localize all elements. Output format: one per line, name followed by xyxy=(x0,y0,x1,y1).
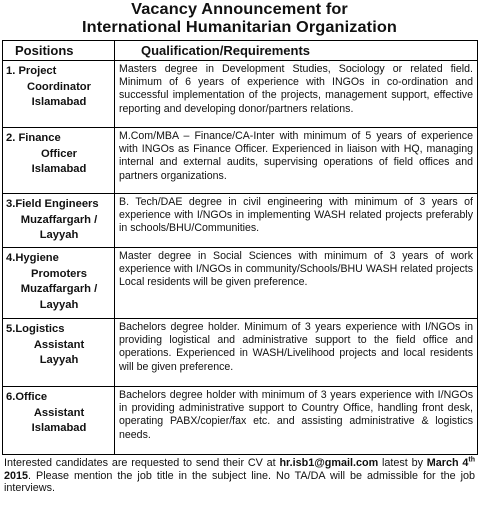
deadline-suffix: th xyxy=(468,456,475,464)
position-title: 3.Field Engineers xyxy=(6,198,99,210)
position-cell xyxy=(3,194,115,248)
position-cell xyxy=(3,248,115,319)
position-title: Officer xyxy=(40,147,78,160)
position-location: Layyah xyxy=(39,229,79,241)
position-location: Muzaffargarh / xyxy=(20,283,98,295)
announcement-title xyxy=(0,1,479,37)
position-title: Promoters xyxy=(31,267,87,280)
position-location: Muzaffargarh / xyxy=(20,213,98,226)
position-title: 1. Project xyxy=(6,65,57,77)
deadline-year: 2015 xyxy=(4,469,29,482)
table-row xyxy=(3,128,478,194)
position-location: Islamabad xyxy=(31,96,87,108)
requirements-cell: Bachelors degree holder. Minimum of 3 years experience with I/NGOs in providing logistical and administrative support to the field office and operations. Experienced in WASH/Livelihood projects and local residents will be given preference. xyxy=(115,319,478,387)
requirements-cell: B. Tech/DAE degree in civil engineering with minimum of 3 years of experience with I/NGOs in implementing WASH related projects preferably in schools/BHU/Communities. xyxy=(115,194,478,248)
requirements-cell: M.Com/MBA – Finance/CA-Inter with minimum of 5 years of experience with INGOs as Finance Officer. Experienced in liaison with HQ, managing internal and external audits, supervising operations of field offices and partners organizations. xyxy=(115,128,478,194)
instructions-text: . Please mention the job title in the subject line. No TA/DA will be admissible for the job interviews. xyxy=(4,469,475,495)
table-row xyxy=(3,194,478,248)
vacancy-table xyxy=(2,40,478,455)
instructions-text: Interested candidates are requested to send their CV at xyxy=(4,457,280,469)
title-line-2: International Humanitarian Organization xyxy=(81,19,397,36)
position-location: Layyah xyxy=(39,298,79,311)
position-title: Assistant xyxy=(33,406,85,419)
table-row xyxy=(3,319,478,387)
deadline-month-day: March 4 xyxy=(426,457,469,469)
position-title: 2. Finance xyxy=(6,132,61,144)
requirements-header: Qualification/Requirements xyxy=(115,41,478,61)
table-row xyxy=(3,248,478,319)
table-header-row xyxy=(3,41,478,61)
instructions-text: latest by xyxy=(378,457,427,469)
title-line-1: Vacancy Announcement for xyxy=(131,1,348,18)
position-title: Assistant xyxy=(33,338,85,351)
position-cell xyxy=(3,128,115,194)
position-title: 4.Hygiene xyxy=(6,252,59,264)
position-location: Layyah xyxy=(39,354,79,366)
table-row xyxy=(3,61,478,128)
requirements-cell: Master degree in Social Sciences with minimum of 3 years of work experience with I/NGOs in community/Schools/BHU WASH related projects Local residents will be given preference. xyxy=(115,248,478,319)
position-title: Coordinator xyxy=(26,80,91,93)
requirements-cell: Masters degree in Development Studies, Sociology or related field. Minimum of 6 years of experience with INGOs in co-ordination and successful implementation of the projects, management support, effective reporting and developing donor/partners relations. xyxy=(115,61,478,128)
position-cell xyxy=(3,387,115,455)
contact-email[interactable]: hr.isb1@gmail.com xyxy=(279,457,379,469)
position-title: 5.Logistics xyxy=(6,323,65,335)
positions-header: Positions xyxy=(3,41,115,61)
table-row xyxy=(3,387,478,455)
position-cell xyxy=(3,61,115,128)
position-cell xyxy=(3,319,115,387)
position-location: Islamabad xyxy=(31,163,87,175)
position-title: 6.Office xyxy=(6,391,48,403)
requirements-cell: Bachelors degree holder with minimum of 3 years experience with I/NGOs in providing administrative support to Country Office, handling front desk, operating PABX/copier/fax etc. and assisting administrative & logistics needs. xyxy=(115,387,478,455)
application-instructions xyxy=(2,455,477,495)
position-location: Islamabad xyxy=(31,422,87,434)
vacancy-advertisement xyxy=(2,1,477,530)
